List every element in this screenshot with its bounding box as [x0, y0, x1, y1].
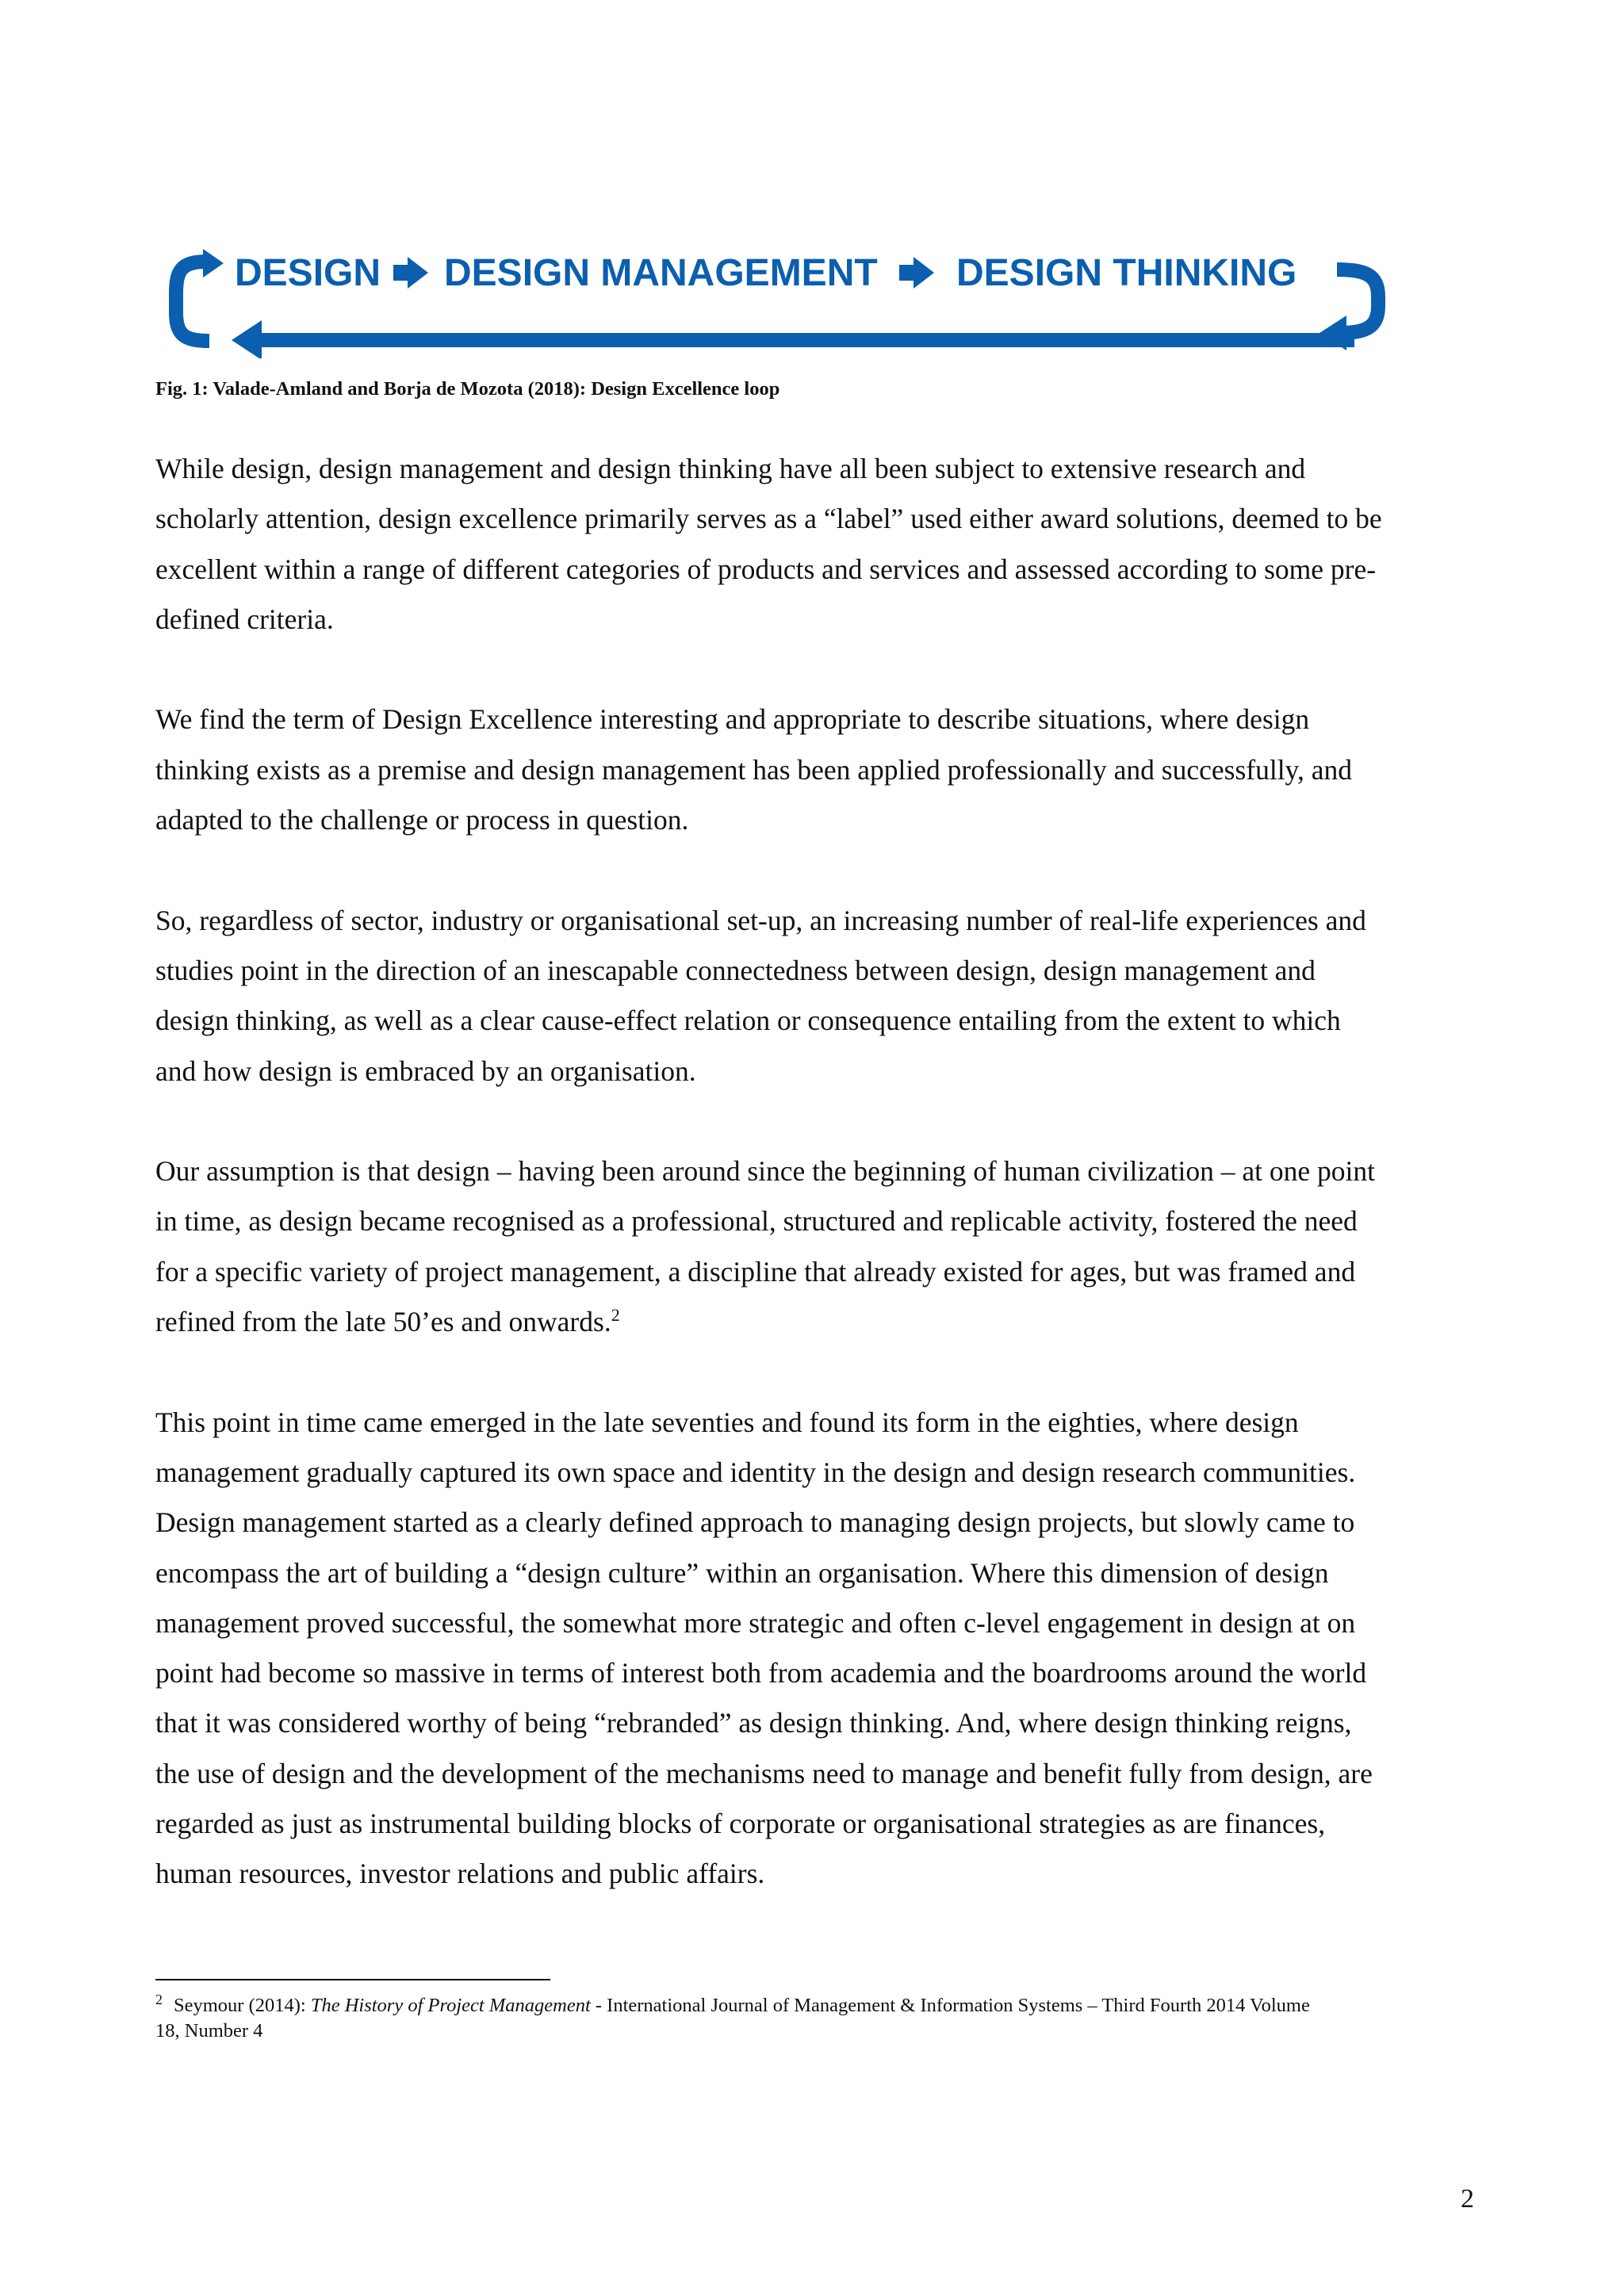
- text-line: that it was considered worthy of being “rebranded” as design thinking. And, where design thinking reigns,: [155, 1707, 1352, 1739]
- text-line: point had become so massive in terms of interest both from academia and the boardrooms around the world: [155, 1657, 1367, 1689]
- text-line: Our assumption is that design – having been around since the beginning of human civilization – at one point: [155, 1155, 1376, 1188]
- loop-label-design-thinking: DESIGN THINKING: [956, 252, 1297, 294]
- figure-caption: Fig. 1: Valade-Amland and Borja de Mozota (2018): Design Excellence loop: [155, 378, 780, 400]
- footnote-title: The History of Project Management: [310, 1995, 591, 2016]
- text-line: human resources, investor relations and public affairs.: [155, 1858, 765, 1890]
- text-line: excellent within a range of different categories of products and services and assessed according to some pre-: [155, 553, 1377, 585]
- paragraph: [155, 695, 1480, 845]
- footnote-number: 2: [155, 1991, 163, 2007]
- loop-return-arrowhead: [232, 320, 262, 358]
- loop-label-design: DESIGN: [235, 252, 381, 294]
- text-line: thinking exists as a premise and design management has been applied professionally and successfully, and: [155, 753, 1353, 786]
- footnote: [155, 1993, 1488, 2044]
- design-excellence-loop-figure: [165, 247, 1418, 358]
- loop-label-design-management: DESIGN MANAGEMENT: [444, 252, 878, 294]
- footnote-separator: [155, 1979, 550, 1980]
- text-line: design thinking, as well as a clear cause-effect relation or consequence entailing from the extent to which: [155, 1004, 1341, 1037]
- paragraph: [155, 896, 1480, 1096]
- text-line: and how design is embraced by an organisation.: [155, 1054, 696, 1087]
- footnote-line-2: 18, Number 4: [155, 2020, 263, 2042]
- loop-left-arrowhead: [203, 249, 224, 277]
- footnote-reference[interactable]: 2: [611, 1305, 620, 1326]
- page-number: 2: [1461, 2184, 1474, 2214]
- text-line: While design, design management and design thinking have all been subject to extensive research and: [155, 453, 1306, 484]
- text-line: adapted to the challenge or process in question.: [155, 804, 689, 836]
- text-line: for a specific variety of project management, a discipline that already existed for ages, but was framed and: [155, 1255, 1356, 1288]
- text-line: management gradually captured its own space and identity in the design and design research communities.: [155, 1456, 1356, 1488]
- text-line: the use of design and the development of the mechanisms need to manage and benefit fully from design, are: [155, 1757, 1373, 1789]
- text-line: So, regardless of sector, industry or organisational set-up, an increasing number of real-life experiences and: [155, 904, 1366, 936]
- text-line: This point in time came emerged in the late seventies and found its form in the eighties, where design: [155, 1406, 1299, 1438]
- body-text: [155, 444, 1480, 1950]
- text-line: studies point in the direction of an inescapable connectedness between design, design management and: [155, 954, 1316, 986]
- paragraph: [155, 444, 1480, 645]
- footnote-line-1: [155, 1993, 1488, 2019]
- text-line: in time, as design became recognised as a professional, structured and replicable activity, fostered the need: [155, 1205, 1358, 1238]
- loop-arrow-1: [393, 257, 428, 289]
- text-line: regarded as just as instrumental building blocks of corporate or organisational strategies as are finances,: [155, 1808, 1326, 1840]
- text-line: We find the term of Design Excellence interesting and appropriate to describe situations, where design: [155, 703, 1310, 736]
- text-line: refined from the late 50’es and onwards.$^2$: [155, 1305, 620, 1338]
- text-line: scholarly attention, design excellence primarily serves as a “label” used either award solutions, deemed to be: [155, 503, 1382, 535]
- loop-arrow-2: [899, 257, 934, 289]
- loop-return-bar: [260, 333, 1354, 347]
- paragraph: [155, 1398, 1480, 1900]
- text-line: management proved successful, the somewhat more strategic and often c-level engagement in design at on: [155, 1606, 1356, 1639]
- text-line: Design management started as a clearly defined approach to managing design projects, but slowly came to: [155, 1506, 1355, 1539]
- paragraph: [155, 1146, 1480, 1347]
- footnote-prefix: Seymour (2014):: [174, 1995, 311, 2016]
- text-line: defined criteria.: [155, 603, 334, 635]
- text-line: encompass the art of building a “design culture” within an organisation. Where this dimension of design: [155, 1556, 1329, 1589]
- footnote-rest: - International Journal of Management & Information Systems – Third Fourth 2014 Volume: [590, 1995, 1310, 2016]
